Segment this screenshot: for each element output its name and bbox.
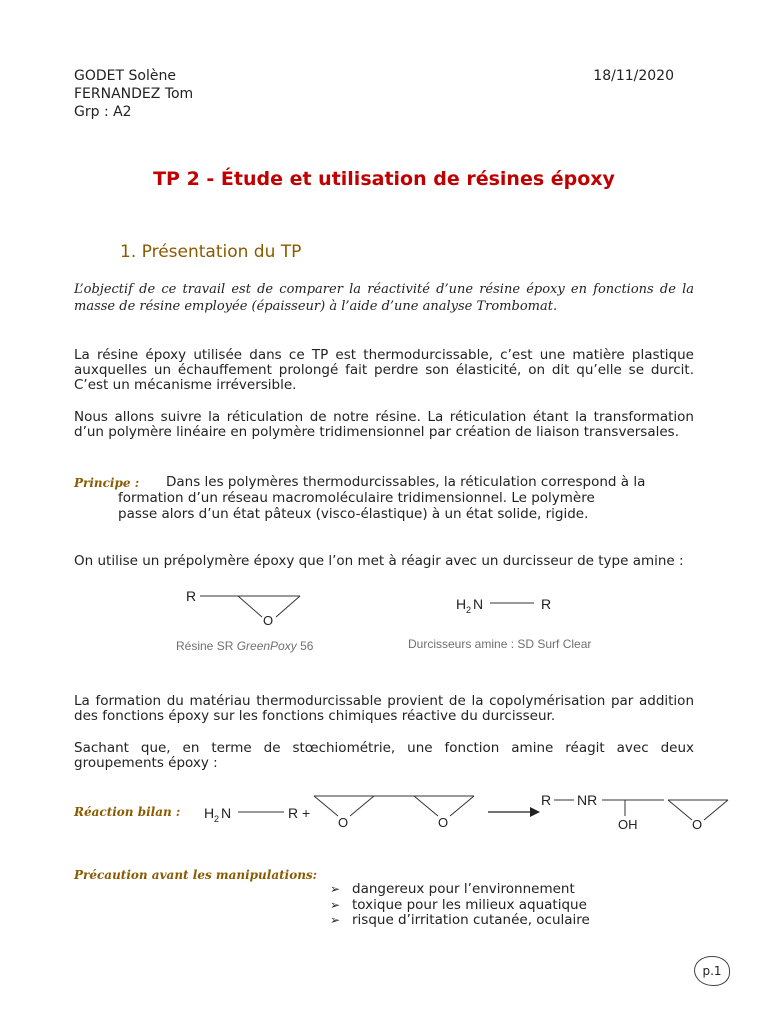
product-oh-label: OH [618, 817, 638, 832]
product-oxygen-label: O [692, 817, 703, 832]
product-r-label: R [541, 792, 552, 808]
reaction-equation [198, 784, 743, 836]
document-date: 18/11/2020 [593, 68, 674, 84]
amine-r-label: R [541, 596, 552, 612]
reaction-oxygen-2: O [438, 815, 449, 830]
list-item: ➢ toxique pour les milieux aquatique [330, 896, 587, 913]
group-label: Grp : A2 [74, 104, 132, 120]
paragraph-prepolymere: On utilise un prépolymère époxy que l’on met à réagir avec un durcisseur de type amine : [74, 553, 684, 569]
resin-oxygen-label: O [263, 613, 274, 628]
epoxy-resin-structure [150, 582, 330, 632]
principe-line-2: formation d’un réseau macromoléculaire tridimensionnel. Le polymère [118, 490, 595, 506]
arrow-bullet-icon: ➢ [330, 897, 341, 912]
reaction-oxygen-1: O [338, 815, 349, 830]
arrow-bullet-icon: ➢ [330, 882, 341, 896]
reaction-n-label: N [221, 805, 232, 821]
paragraph-reticulation: Nous allons suivre la réticulation de notre résine. La réticulation étant la transformation d’un polymère linéaire en polymère tridimensionnel par création de liaison transversales. [74, 409, 694, 440]
paragraph-stoechiometrie: Sachant que, en terme de stœchiométrie, une fonction amine réagit avec deux groupements époxy : [74, 740, 694, 771]
resin-r-label: R [186, 588, 197, 604]
document-title: TP 2 - Étude et utilisation de résines époxy [153, 168, 615, 190]
product-nr-label: NR [577, 792, 598, 808]
paragraph-thermodurcissable: La résine époxy utilisée dans ce TP est thermodurcissable, c’est une matière plastique auxquelles un échauffement prolongé fait perdre son élasticité, on dit qu’elle se durcit. C’est un mécanisme irréversible. [74, 347, 694, 393]
precautions-list [330, 882, 590, 929]
author-1: GODET Solène [74, 68, 176, 84]
amine-subscript: 2 [466, 605, 472, 615]
amine-hardener-structure [450, 592, 570, 618]
list-item: ➢ dangereux pour l’environnement [330, 881, 575, 897]
author-2: FERNANDEZ Tom [74, 86, 194, 102]
amine-n-label: N [473, 596, 484, 612]
page-number: p.1 [694, 956, 730, 986]
principe-line-1: Dans les polymères thermodurcissables, la réticulation correspond à la [166, 474, 646, 490]
precautions-label: Précaution avant les manipulations: [74, 868, 318, 882]
reaction-label: Réaction bilan : [74, 805, 181, 819]
reaction-r-plus: R + [288, 805, 311, 821]
paragraph-copolymerisation: La formation du matériau thermodurcissable provient de la copolymérisation par addition des fonctions époxy sur les fonctions chimiques réactive du durcisseur. [74, 693, 694, 724]
amine-h-label: H [456, 596, 467, 612]
intro-paragraph: L’objectif de ce travail est de comparer la réactivité d’une résine époxy en fonctions de la masse de résine employée (épaisseur) à l’aide d’une analyse Trombomat. [74, 282, 694, 314]
resin-caption: Résine SR GreenPoxy 56 [176, 639, 314, 653]
list-item: ➢ risque d’irritation cutanée, oculaire [330, 912, 590, 928]
arrow-bullet-icon: ➢ [330, 913, 341, 927]
principe-label: Principe : [74, 476, 140, 490]
section-heading-presentation: 1. Présentation du TP [120, 242, 302, 262]
reaction-h-label: H [204, 805, 215, 821]
principe-line-3: passe alors d’un état pâteux (visco-élastique) à un état solide, rigide. [118, 506, 589, 522]
amine-caption: Durcisseurs amine : SD Surf Clear [408, 637, 592, 651]
reaction-subscript: 2 [214, 814, 220, 824]
